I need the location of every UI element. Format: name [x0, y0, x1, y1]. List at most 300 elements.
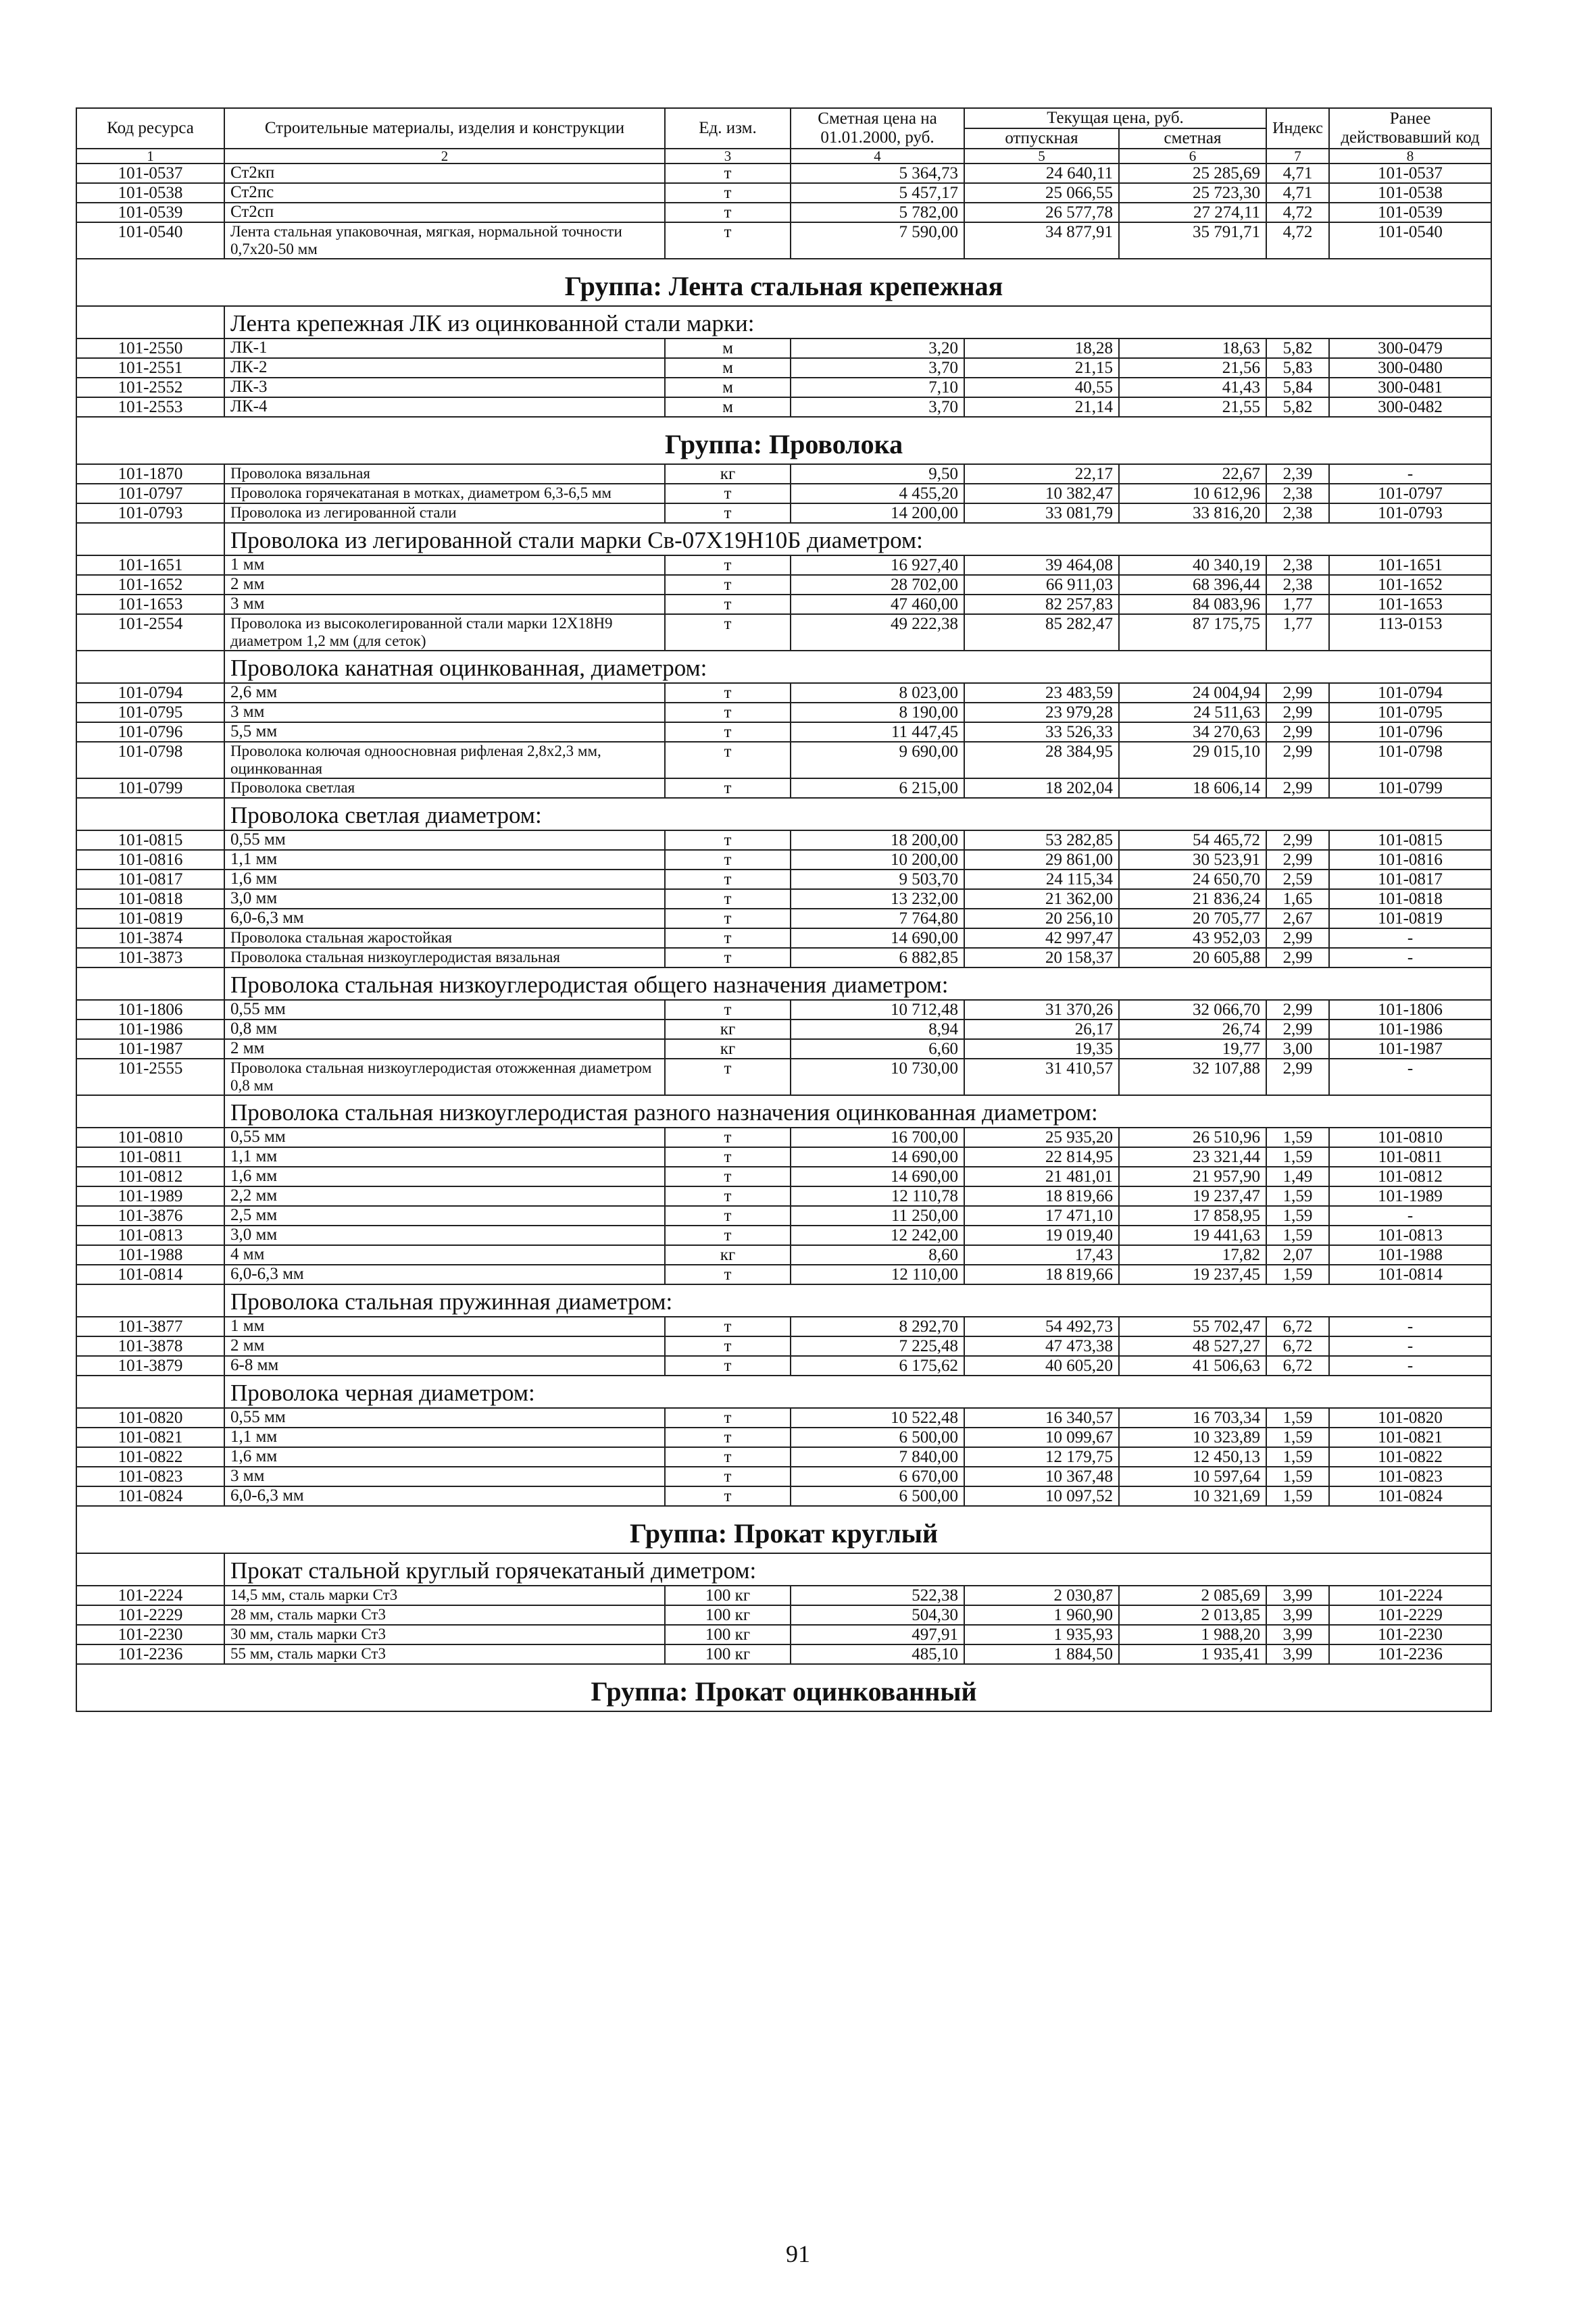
- resource-code: 101-0794: [76, 683, 224, 703]
- estimate-price: 13 232,00: [791, 889, 964, 909]
- material-name: 1,1 мм: [224, 1147, 665, 1167]
- col-number: 7: [1266, 149, 1329, 164]
- estimate-price: 14 690,00: [791, 1147, 964, 1167]
- wholesale-price: 31 410,57: [964, 1059, 1119, 1095]
- table-row: [76, 503, 1491, 523]
- price-index: 2,99: [1266, 722, 1329, 742]
- wholesale-price: 25 935,20: [964, 1128, 1119, 1147]
- previous-code: 101-0798: [1329, 742, 1491, 778]
- price-index: 2,99: [1266, 778, 1329, 798]
- subgroup-blank-cell: [76, 1553, 224, 1586]
- previous-code: 101-0793: [1329, 503, 1491, 523]
- material-name: Проволока из легированной стали: [224, 503, 665, 523]
- previous-code: 101-0817: [1329, 870, 1491, 889]
- unit: т: [665, 222, 791, 259]
- subgroup-blank-cell: [76, 306, 224, 338]
- subgroup-blank-cell: [76, 967, 224, 1000]
- estimated-price: 27 274,11: [1119, 203, 1266, 222]
- estimated-price: 2 013,85: [1119, 1605, 1266, 1625]
- estimate-price: 8 292,70: [791, 1317, 964, 1336]
- price-index: 4,72: [1266, 222, 1329, 259]
- subgroup-heading: Проволока светлая диаметром:: [224, 798, 1491, 830]
- previous-code: 101-0795: [1329, 703, 1491, 722]
- material-name: 3,0 мм: [224, 889, 665, 909]
- subgroup-blank-cell: [76, 651, 224, 683]
- header-estimated: сметная: [1119, 128, 1266, 149]
- material-name: ЛК-1: [224, 338, 665, 358]
- estimate-price: 16 700,00: [791, 1128, 964, 1147]
- material-name: Проволока стальная низкоуглеродистая вязальная: [224, 948, 665, 967]
- table-row: [76, 1186, 1491, 1206]
- subgroup-heading: Прокат стальной круглый горячекатаный диметром:: [224, 1553, 1491, 1586]
- table-row: [76, 1147, 1491, 1167]
- price-index: 2,99: [1266, 683, 1329, 703]
- estimate-price: 12 110,78: [791, 1186, 964, 1206]
- price-index: 2,99: [1266, 1059, 1329, 1095]
- price-index: 2,38: [1266, 575, 1329, 595]
- previous-code: 101-1987: [1329, 1039, 1491, 1059]
- unit: т: [665, 1336, 791, 1356]
- price-table: [76, 107, 1492, 1712]
- previous-code: 101-2229: [1329, 1605, 1491, 1625]
- table-row: [76, 575, 1491, 595]
- estimate-price: 9,50: [791, 464, 964, 484]
- material-name: 4 мм: [224, 1245, 665, 1265]
- unit: 100 кг: [665, 1625, 791, 1644]
- material-name: Проволока стальная жаростойкая: [224, 928, 665, 948]
- wholesale-price: 20 158,37: [964, 948, 1119, 967]
- estimated-price: 29 015,10: [1119, 742, 1266, 778]
- estimated-price: 16 703,34: [1119, 1408, 1266, 1428]
- material-name: Проволока стальная низкоуглеродистая отожженная диаметром 0,8 мм: [224, 1059, 665, 1095]
- price-index: 4,72: [1266, 203, 1329, 222]
- material-name: Проволока горячекатаная в мотках, диаметром 6,3-6,5 мм: [224, 484, 665, 503]
- estimate-price: 14 200,00: [791, 503, 964, 523]
- table-row: [76, 683, 1491, 703]
- resource-code: 101-3879: [76, 1356, 224, 1376]
- unit: 100 кг: [665, 1586, 791, 1605]
- wholesale-price: 10 099,67: [964, 1428, 1119, 1447]
- header-wholesale: отпускная: [964, 128, 1119, 149]
- estimated-price: 10 321,69: [1119, 1486, 1266, 1506]
- previous-code: 101-2230: [1329, 1625, 1491, 1644]
- estimate-price: 10 712,48: [791, 1000, 964, 1020]
- estimated-price: 48 527,27: [1119, 1336, 1266, 1356]
- estimate-price: 6 500,00: [791, 1428, 964, 1447]
- estimated-price: 10 597,64: [1119, 1467, 1266, 1486]
- table-row: [76, 595, 1491, 614]
- estimate-price: 5 457,17: [791, 183, 964, 203]
- resource-code: 101-2224: [76, 1586, 224, 1605]
- unit: кг: [665, 464, 791, 484]
- unit: т: [665, 164, 791, 183]
- material-name: 2,6 мм: [224, 683, 665, 703]
- wholesale-price: 22 814,95: [964, 1147, 1119, 1167]
- wholesale-price: 1 935,93: [964, 1625, 1119, 1644]
- estimated-price: 54 465,72: [1119, 830, 1266, 850]
- subgroup-heading-row: [76, 1284, 1491, 1317]
- price-index: 1,59: [1266, 1265, 1329, 1284]
- unit: т: [665, 1147, 791, 1167]
- subgroup-blank-cell: [76, 1095, 224, 1128]
- estimate-price: 3,20: [791, 338, 964, 358]
- material-name: 55 мм, сталь марки Ст3: [224, 1644, 665, 1664]
- material-name: Проволока колючая одноосновная рифленая 2,8х2,3 мм, оцинкованная: [224, 742, 665, 778]
- estimated-price: 2 085,69: [1119, 1586, 1266, 1605]
- table-row: [76, 1644, 1491, 1664]
- wholesale-price: 12 179,75: [964, 1447, 1119, 1467]
- unit: т: [665, 503, 791, 523]
- unit: т: [665, 870, 791, 889]
- table-row: [76, 1408, 1491, 1428]
- table-row: [76, 830, 1491, 850]
- col-number: 3: [665, 149, 791, 164]
- estimated-price: 25 723,30: [1119, 183, 1266, 203]
- wholesale-price: 34 877,91: [964, 222, 1119, 259]
- previous-code: 101-0794: [1329, 683, 1491, 703]
- unit: т: [665, 614, 791, 651]
- table-row: [76, 1428, 1491, 1447]
- previous-code: 101-0811: [1329, 1147, 1491, 1167]
- estimate-price: 3,70: [791, 358, 964, 378]
- previous-code: 101-0818: [1329, 889, 1491, 909]
- table-row: [76, 1245, 1491, 1265]
- table-row: [76, 1020, 1491, 1039]
- price-index: 5,82: [1266, 338, 1329, 358]
- wholesale-price: 42 997,47: [964, 928, 1119, 948]
- estimated-price: 43 952,03: [1119, 928, 1266, 948]
- table-row: [76, 222, 1491, 259]
- price-index: 1,59: [1266, 1128, 1329, 1147]
- resource-code: 101-1652: [76, 575, 224, 595]
- table-row: [76, 1039, 1491, 1059]
- wholesale-price: 18 819,66: [964, 1265, 1119, 1284]
- estimated-price: 18,63: [1119, 338, 1266, 358]
- estimated-price: 10 612,96: [1119, 484, 1266, 503]
- material-name: ЛК-3: [224, 378, 665, 397]
- price-index: 2,07: [1266, 1245, 1329, 1265]
- estimated-price: 17,82: [1119, 1245, 1266, 1265]
- previous-code: -: [1329, 1336, 1491, 1356]
- estimate-price: 49 222,38: [791, 614, 964, 651]
- price-index: 2,99: [1266, 948, 1329, 967]
- unit: т: [665, 203, 791, 222]
- table-body: [76, 164, 1491, 1711]
- estimate-price: 504,30: [791, 1605, 964, 1625]
- previous-code: 101-0819: [1329, 909, 1491, 928]
- material-name: 30 мм, сталь марки Ст3: [224, 1625, 665, 1644]
- unit: т: [665, 183, 791, 203]
- price-index: 1,59: [1266, 1447, 1329, 1467]
- table-row: [76, 464, 1491, 484]
- estimated-price: 12 450,13: [1119, 1447, 1266, 1467]
- price-index: 1,77: [1266, 595, 1329, 614]
- estimated-price: 21,56: [1119, 358, 1266, 378]
- table-row: [76, 850, 1491, 870]
- material-name: 1,6 мм: [224, 1447, 665, 1467]
- unit: м: [665, 397, 791, 417]
- resource-code: 101-2553: [76, 397, 224, 417]
- estimate-price: 522,38: [791, 1586, 964, 1605]
- resource-code: 101-2554: [76, 614, 224, 651]
- estimated-price: 26 510,96: [1119, 1128, 1266, 1147]
- estimate-price: 11 447,45: [791, 722, 964, 742]
- header-current-price: Текущая цена, руб.: [964, 108, 1266, 128]
- table-row: [76, 183, 1491, 203]
- col-number: 1: [76, 149, 224, 164]
- price-index: 1,59: [1266, 1467, 1329, 1486]
- resource-code: 101-0813: [76, 1226, 224, 1245]
- unit: т: [665, 1356, 791, 1376]
- wholesale-price: 33 081,79: [964, 503, 1119, 523]
- unit: т: [665, 1059, 791, 1095]
- wholesale-price: 1 960,90: [964, 1605, 1119, 1625]
- material-name: Ст2сп: [224, 203, 665, 222]
- wholesale-price: 21 481,01: [964, 1167, 1119, 1186]
- price-index: 5,84: [1266, 378, 1329, 397]
- table-row: [76, 1625, 1491, 1644]
- table-row: [76, 1206, 1491, 1226]
- estimated-price: 24 650,70: [1119, 870, 1266, 889]
- previous-code: -: [1329, 928, 1491, 948]
- price-index: 1,59: [1266, 1226, 1329, 1245]
- estimate-price: 4 455,20: [791, 484, 964, 503]
- estimated-price: 24 004,94: [1119, 683, 1266, 703]
- resource-code: 101-0539: [76, 203, 224, 222]
- estimated-price: 26,74: [1119, 1020, 1266, 1039]
- table-row: [76, 1000, 1491, 1020]
- estimate-price: 18 200,00: [791, 830, 964, 850]
- material-name: 2 мм: [224, 1039, 665, 1059]
- previous-code: 101-0810: [1329, 1128, 1491, 1147]
- previous-code: -: [1329, 1356, 1491, 1376]
- estimate-price: 6 175,62: [791, 1356, 964, 1376]
- unit: т: [665, 889, 791, 909]
- resource-code: 101-0817: [76, 870, 224, 889]
- estimated-price: 32 066,70: [1119, 1000, 1266, 1020]
- resource-code: 101-1987: [76, 1039, 224, 1059]
- previous-code: 101-1651: [1329, 555, 1491, 575]
- resource-code: 101-2230: [76, 1625, 224, 1644]
- estimated-price: 41 506,63: [1119, 1356, 1266, 1376]
- unit: т: [665, 722, 791, 742]
- unit: т: [665, 683, 791, 703]
- wholesale-price: 23 483,59: [964, 683, 1119, 703]
- estimated-price: 25 285,69: [1119, 164, 1266, 183]
- material-name: Проволока вязальная: [224, 464, 665, 484]
- wholesale-price: 10 367,48: [964, 1467, 1119, 1486]
- resource-code: 101-0793: [76, 503, 224, 523]
- wholesale-price: 16 340,57: [964, 1408, 1119, 1428]
- previous-code: -: [1329, 1206, 1491, 1226]
- resource-code: 101-0822: [76, 1447, 224, 1467]
- header-estimate-price: Сметная цена на 01.01.2000, руб.: [791, 108, 964, 149]
- wholesale-price: 18 819,66: [964, 1186, 1119, 1206]
- wholesale-price: 18 202,04: [964, 778, 1119, 798]
- resource-code: 101-0798: [76, 742, 224, 778]
- estimate-price: 485,10: [791, 1644, 964, 1664]
- group-heading-row: [76, 1664, 1491, 1711]
- table-row: [76, 870, 1491, 889]
- estimate-price: 6 882,85: [791, 948, 964, 967]
- subgroup-heading-row: [76, 1553, 1491, 1586]
- wholesale-price: 2 030,87: [964, 1586, 1119, 1605]
- wholesale-price: 19 019,40: [964, 1226, 1119, 1245]
- unit: т: [665, 928, 791, 948]
- table-row: [76, 1167, 1491, 1186]
- subgroup-heading-row: [76, 798, 1491, 830]
- resource-code: 101-2555: [76, 1059, 224, 1095]
- previous-code: 101-0538: [1329, 183, 1491, 203]
- wholesale-price: 33 526,33: [964, 722, 1119, 742]
- estimate-price: 12 110,00: [791, 1265, 964, 1284]
- estimated-price: 19,77: [1119, 1039, 1266, 1059]
- table-row: [76, 909, 1491, 928]
- price-index: 2,99: [1266, 1020, 1329, 1039]
- price-index: 2,99: [1266, 850, 1329, 870]
- table-row: [76, 397, 1491, 417]
- estimated-price: 21,55: [1119, 397, 1266, 417]
- subgroup-heading-row: [76, 1095, 1491, 1128]
- material-name: Ст2пс: [224, 183, 665, 203]
- subgroup-heading: Проволока из легированной стали марки Св-07Х19Н10Б диаметром:: [224, 523, 1491, 555]
- table-row: [76, 703, 1491, 722]
- material-name: 0,8 мм: [224, 1020, 665, 1039]
- estimate-price: 5 782,00: [791, 203, 964, 222]
- subgroup-heading-row: [76, 523, 1491, 555]
- material-name: 6,0-6,3 мм: [224, 1486, 665, 1506]
- resource-code: 101-2551: [76, 358, 224, 378]
- wholesale-price: 22,17: [964, 464, 1119, 484]
- table-row: [76, 1265, 1491, 1284]
- resource-code: 101-0815: [76, 830, 224, 850]
- header-materials: Строительные материалы, изделия и конструкции: [224, 108, 665, 149]
- resource-code: 101-0821: [76, 1428, 224, 1447]
- previous-code: 101-0812: [1329, 1167, 1491, 1186]
- resource-code: 101-0824: [76, 1486, 224, 1506]
- previous-code: 101-0814: [1329, 1265, 1491, 1284]
- col-number: 5: [964, 149, 1119, 164]
- material-name: 5,5 мм: [224, 722, 665, 742]
- material-name: Проволока из высоколегированной стали марки 12Х18Н9 диаметром 1,2 мм (для сеток): [224, 614, 665, 651]
- wholesale-price: 66 911,03: [964, 575, 1119, 595]
- col-number: 6: [1119, 149, 1266, 164]
- material-name: 3 мм: [224, 1467, 665, 1486]
- subgroup-blank-cell: [76, 523, 224, 555]
- material-name: 0,55 мм: [224, 830, 665, 850]
- price-index: 2,99: [1266, 1000, 1329, 1020]
- price-index: 2,38: [1266, 555, 1329, 575]
- previous-code: -: [1329, 948, 1491, 967]
- estimated-price: 84 083,96: [1119, 595, 1266, 614]
- resource-code: 101-1651: [76, 555, 224, 575]
- estimated-price: 20 605,88: [1119, 948, 1266, 967]
- estimate-price: 10 730,00: [791, 1059, 964, 1095]
- material-name: 1,6 мм: [224, 1167, 665, 1186]
- resource-code: 101-1870: [76, 464, 224, 484]
- material-name: 1,1 мм: [224, 1428, 665, 1447]
- table-row: [76, 484, 1491, 503]
- resource-code: 101-3877: [76, 1317, 224, 1336]
- previous-code: 101-0796: [1329, 722, 1491, 742]
- previous-code: 101-0540: [1329, 222, 1491, 259]
- estimated-price: 33 816,20: [1119, 503, 1266, 523]
- wholesale-price: 21,14: [964, 397, 1119, 417]
- material-name: 0,55 мм: [224, 1408, 665, 1428]
- estimate-price: 10 200,00: [791, 850, 964, 870]
- subgroup-heading: Проволока стальная пружинная диаметром:: [224, 1284, 1491, 1317]
- unit: т: [665, 1226, 791, 1245]
- unit: т: [665, 1486, 791, 1506]
- unit: 100 кг: [665, 1605, 791, 1625]
- header-previous-code: Ранее действовавший код: [1329, 108, 1491, 149]
- wholesale-price: 1 884,50: [964, 1644, 1119, 1664]
- price-index: 2,39: [1266, 464, 1329, 484]
- price-table-sheet: [76, 107, 1491, 1712]
- estimated-price: 21 836,24: [1119, 889, 1266, 909]
- estimate-price: 14 690,00: [791, 928, 964, 948]
- unit: м: [665, 358, 791, 378]
- table-row: [76, 1356, 1491, 1376]
- header-code: Код ресурса: [76, 108, 224, 149]
- table-row: [76, 928, 1491, 948]
- previous-code: 300-0480: [1329, 358, 1491, 378]
- estimate-price: 11 250,00: [791, 1206, 964, 1226]
- unit: т: [665, 1265, 791, 1284]
- resource-code: 101-0537: [76, 164, 224, 183]
- table-row: [76, 742, 1491, 778]
- estimate-price: 7 225,48: [791, 1336, 964, 1356]
- subgroup-heading-row: [76, 306, 1491, 338]
- table-row: [76, 1226, 1491, 1245]
- subgroup-heading-row: [76, 1376, 1491, 1408]
- wholesale-price: 28 384,95: [964, 742, 1119, 778]
- wholesale-price: 25 066,55: [964, 183, 1119, 203]
- unit: т: [665, 1428, 791, 1447]
- resource-code: 101-2229: [76, 1605, 224, 1625]
- previous-code: 101-0820: [1329, 1408, 1491, 1428]
- price-index: 2,67: [1266, 909, 1329, 928]
- material-name: 3,0 мм: [224, 1226, 665, 1245]
- resource-code: 101-0799: [76, 778, 224, 798]
- table-row: [76, 555, 1491, 575]
- previous-code: 113-0153: [1329, 614, 1491, 651]
- table-row: [76, 722, 1491, 742]
- wholesale-price: 17 471,10: [964, 1206, 1119, 1226]
- estimated-price: 41,43: [1119, 378, 1266, 397]
- wholesale-price: 40,55: [964, 378, 1119, 397]
- subgroup-heading: Проволока черная диаметром:: [224, 1376, 1491, 1408]
- table-row: [76, 1336, 1491, 1356]
- price-index: 1,59: [1266, 1186, 1329, 1206]
- previous-code: 101-0797: [1329, 484, 1491, 503]
- estimated-price: 35 791,71: [1119, 222, 1266, 259]
- wholesale-price: 21 362,00: [964, 889, 1119, 909]
- resource-code: 101-1653: [76, 595, 224, 614]
- material-name: 14,5 мм, сталь марки Ст3: [224, 1586, 665, 1605]
- previous-code: 101-0815: [1329, 830, 1491, 850]
- unit: т: [665, 1167, 791, 1186]
- price-index: 6,72: [1266, 1317, 1329, 1336]
- estimate-price: 8 023,00: [791, 683, 964, 703]
- previous-code: 101-0539: [1329, 203, 1491, 222]
- price-index: 1,59: [1266, 1147, 1329, 1167]
- price-index: 4,71: [1266, 164, 1329, 183]
- subgroup-heading: Проволока стальная низкоуглеродистая общего назначения диаметром:: [224, 967, 1491, 1000]
- wholesale-price: 10 097,52: [964, 1486, 1119, 1506]
- price-index: 1,65: [1266, 889, 1329, 909]
- unit: кг: [665, 1245, 791, 1265]
